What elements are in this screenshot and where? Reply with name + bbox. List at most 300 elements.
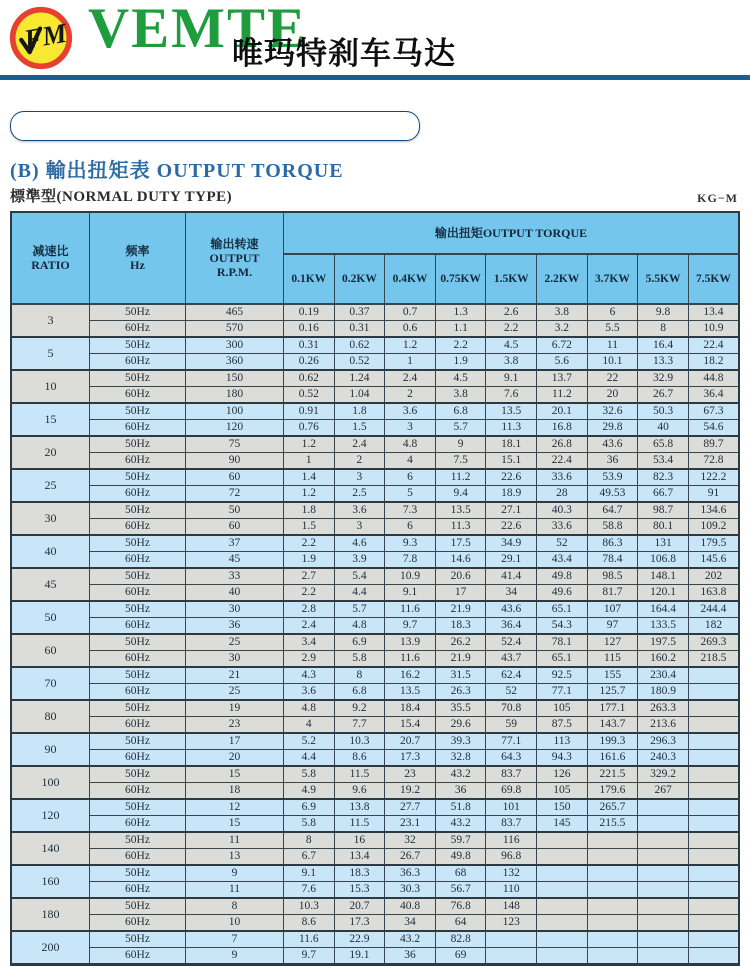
torque-cell: 4.8 bbox=[385, 436, 436, 453]
torque-cell bbox=[638, 898, 689, 915]
torque-cell: 4 bbox=[385, 453, 436, 470]
rpm-cell: 360 bbox=[186, 354, 284, 371]
kw-column-header: 0.1KW bbox=[284, 254, 335, 304]
hz-column-header bbox=[90, 212, 186, 304]
torque-cell: 133.5 bbox=[638, 618, 689, 635]
torque-cell: 180.9 bbox=[638, 684, 689, 701]
hz-cell: 60Hz bbox=[90, 915, 186, 932]
torque-cell: 1 bbox=[385, 354, 436, 371]
torque-cell: 267 bbox=[638, 783, 689, 800]
page-header bbox=[0, 0, 750, 75]
torque-cell: 179.5 bbox=[688, 535, 739, 552]
torque-cell: 27.1 bbox=[486, 502, 537, 519]
torque-cell: 1.9 bbox=[284, 552, 335, 569]
torque-cell: 0.26 bbox=[284, 354, 335, 371]
hz-cell: 60Hz bbox=[90, 354, 186, 371]
torque-cell: 4.8 bbox=[334, 618, 385, 635]
torque-cell: 0.52 bbox=[284, 387, 335, 404]
table-row bbox=[11, 337, 739, 354]
rpm-cell: 19 bbox=[186, 700, 284, 717]
torque-cell: 2.9 bbox=[284, 651, 335, 668]
torque-cell bbox=[537, 865, 588, 882]
torque-cell: 34 bbox=[486, 585, 537, 602]
torque-cell: 98.7 bbox=[638, 502, 689, 519]
torque-cell: 1.8 bbox=[284, 502, 335, 519]
torque-cell: 8.6 bbox=[284, 915, 335, 932]
torque-cell: 8.6 bbox=[334, 750, 385, 767]
hz-cell: 60Hz bbox=[90, 882, 186, 899]
hz-cell: 60Hz bbox=[90, 783, 186, 800]
hz-cell: 50Hz bbox=[90, 337, 186, 354]
rpm-cell: 10 bbox=[186, 915, 284, 932]
ratio-cell: 120 bbox=[11, 799, 90, 832]
rpm-cell: 30 bbox=[186, 651, 284, 668]
torque-cell: 20.1 bbox=[537, 403, 588, 420]
hz-cell: 50Hz bbox=[90, 370, 186, 387]
torque-cell: 16.2 bbox=[385, 667, 436, 684]
torque-cell bbox=[537, 898, 588, 915]
torque-cell: 105 bbox=[537, 700, 588, 717]
ratio-cell: 90 bbox=[11, 733, 90, 766]
ratio-cell: 70 bbox=[11, 667, 90, 700]
torque-cell: 10.9 bbox=[385, 568, 436, 585]
rpm-cell: 570 bbox=[186, 321, 284, 338]
torque-cell: 32.6 bbox=[587, 403, 638, 420]
torque-cell: 53.9 bbox=[587, 469, 638, 486]
torque-cell: 4.9 bbox=[284, 783, 335, 800]
torque-cell: 72.8 bbox=[688, 453, 739, 470]
torque-cell: 148.1 bbox=[638, 568, 689, 585]
torque-cell bbox=[688, 667, 739, 684]
torque-cell: 240.3 bbox=[638, 750, 689, 767]
torque-cell: 5.8 bbox=[284, 816, 335, 833]
torque-cell: 54.6 bbox=[688, 420, 739, 437]
table-row bbox=[11, 684, 739, 701]
table-row bbox=[11, 882, 739, 899]
table-row bbox=[11, 717, 739, 734]
torque-cell: 64 bbox=[435, 915, 486, 932]
torque-cell bbox=[537, 931, 588, 948]
torque-cell: 9.7 bbox=[284, 948, 335, 965]
ratio-cell: 40 bbox=[11, 535, 90, 568]
table-row bbox=[11, 321, 739, 338]
hz-cell: 50Hz bbox=[90, 502, 186, 519]
torque-cell bbox=[638, 832, 689, 849]
torque-cell: 9.1 bbox=[486, 370, 537, 387]
section-subtitle: 標準型(NORMAL DUTY TYPE) bbox=[10, 189, 233, 205]
torque-cell: 1.5 bbox=[334, 420, 385, 437]
rpm-cell: 30 bbox=[186, 601, 284, 618]
torque-cell bbox=[688, 931, 739, 948]
table-row bbox=[11, 618, 739, 635]
hz-cell: 50Hz bbox=[90, 403, 186, 420]
ratio-cell: 5 bbox=[11, 337, 90, 370]
torque-cell: 97 bbox=[587, 618, 638, 635]
torque-cell: 18.4 bbox=[385, 700, 436, 717]
torque-cell: 15.4 bbox=[385, 717, 436, 734]
table-row bbox=[11, 403, 739, 420]
torque-cell: 6.7 bbox=[284, 849, 335, 866]
torque-cell: 4.8 bbox=[284, 700, 335, 717]
torque-cell: 20.7 bbox=[385, 733, 436, 750]
torque-cell: 6 bbox=[385, 519, 436, 536]
torque-cell: 1.1 bbox=[435, 321, 486, 338]
torque-cell: 8 bbox=[284, 832, 335, 849]
section-title: (B) 輸出扭矩表 OUTPUT TORQUE bbox=[10, 160, 344, 182]
torque-cell: 230.4 bbox=[638, 667, 689, 684]
torque-cell: 2.2 bbox=[284, 535, 335, 552]
torque-cell: 134.6 bbox=[688, 502, 739, 519]
torque-cell: 18.1 bbox=[486, 436, 537, 453]
torque-cell: 50.3 bbox=[638, 403, 689, 420]
torque-cell: 9.6 bbox=[334, 783, 385, 800]
hz-cell: 60Hz bbox=[90, 519, 186, 536]
torque-cell: 13.4 bbox=[334, 849, 385, 866]
torque-cell: 125.7 bbox=[587, 684, 638, 701]
rpm-header-en2: R.P.M. bbox=[216, 265, 253, 279]
kw-column-header: 5.5KW bbox=[638, 254, 689, 304]
table-row bbox=[11, 849, 739, 866]
torque-cell: 1.5 bbox=[284, 519, 335, 536]
table-row bbox=[11, 436, 739, 453]
rpm-cell: 13 bbox=[186, 849, 284, 866]
hz-cell: 60Hz bbox=[90, 717, 186, 734]
torque-cell: 36 bbox=[587, 453, 638, 470]
torque-cell: 0.6 bbox=[385, 321, 436, 338]
torque-cell: 113 bbox=[537, 733, 588, 750]
torque-cell: 3.8 bbox=[435, 387, 486, 404]
torque-cell: 36.4 bbox=[688, 387, 739, 404]
torque-cell: 13.7 bbox=[537, 370, 588, 387]
torque-cell: 43.6 bbox=[486, 601, 537, 618]
torque-cell: 26.2 bbox=[435, 634, 486, 651]
torque-cell bbox=[688, 948, 739, 965]
table-row bbox=[11, 469, 739, 486]
torque-cell: 182 bbox=[688, 618, 739, 635]
torque-cell: 86.3 bbox=[587, 535, 638, 552]
torque-cell: 82.8 bbox=[435, 931, 486, 948]
torque-cell: 40.3 bbox=[537, 502, 588, 519]
torque-cell: 20.6 bbox=[435, 568, 486, 585]
rpm-cell: 33 bbox=[186, 568, 284, 585]
rpm-column-header bbox=[186, 212, 284, 304]
rpm-cell: 100 bbox=[186, 403, 284, 420]
torque-cell: 17.5 bbox=[435, 535, 486, 552]
hz-cell: 50Hz bbox=[90, 799, 186, 816]
torque-cell: 127 bbox=[587, 634, 638, 651]
rpm-cell: 18 bbox=[186, 783, 284, 800]
torque-cell: 36.4 bbox=[486, 618, 537, 635]
hz-header-cn: 频率 bbox=[125, 244, 150, 258]
table-row bbox=[11, 354, 739, 371]
torque-cell: 69 bbox=[435, 948, 486, 965]
hz-cell: 50Hz bbox=[90, 667, 186, 684]
torque-cell: 199.3 bbox=[587, 733, 638, 750]
torque-cell: 2 bbox=[385, 387, 436, 404]
torque-cell: 26.7 bbox=[385, 849, 436, 866]
rpm-header-en1: OUTPUT bbox=[209, 251, 260, 265]
torque-cell: 123 bbox=[486, 915, 537, 932]
torque-cell: 6.8 bbox=[435, 403, 486, 420]
torque-cell: 6.9 bbox=[334, 634, 385, 651]
kw-column-header: 1.5KW bbox=[486, 254, 537, 304]
torque-cell: 44.8 bbox=[688, 370, 739, 387]
torque-cell: 13.3 bbox=[638, 354, 689, 371]
ratio-cell: 10 bbox=[11, 370, 90, 403]
torque-cell: 76.8 bbox=[435, 898, 486, 915]
torque-cell: 2.8 bbox=[284, 601, 335, 618]
torque-cell bbox=[587, 931, 638, 948]
torque-cell: 83.7 bbox=[486, 816, 537, 833]
torque-cell: 0.52 bbox=[334, 354, 385, 371]
ratio-header-cn: 减速比 bbox=[32, 244, 69, 258]
torque-cell: 145 bbox=[537, 816, 588, 833]
torque-cell: 2.4 bbox=[385, 370, 436, 387]
rpm-cell: 11 bbox=[186, 882, 284, 899]
torque-cell bbox=[688, 700, 739, 717]
torque-cell: 77.1 bbox=[486, 733, 537, 750]
torque-cell: 43.2 bbox=[385, 931, 436, 948]
torque-cell: 4.4 bbox=[284, 750, 335, 767]
torque-cell: 33.6 bbox=[537, 519, 588, 536]
rpm-cell: 25 bbox=[186, 634, 284, 651]
torque-cell: 19.2 bbox=[385, 783, 436, 800]
table-row bbox=[11, 519, 739, 536]
torque-cell: 1.2 bbox=[284, 486, 335, 503]
ratio-cell: 3 bbox=[11, 304, 90, 337]
hz-cell: 50Hz bbox=[90, 766, 186, 783]
torque-cell: 107 bbox=[587, 601, 638, 618]
torque-cell: 215.5 bbox=[587, 816, 638, 833]
torque-cell: 145.6 bbox=[688, 552, 739, 569]
torque-cell: 5.2 bbox=[284, 733, 335, 750]
torque-cell: 122.2 bbox=[688, 469, 739, 486]
torque-cell: 98.5 bbox=[587, 568, 638, 585]
torque-cell bbox=[587, 849, 638, 866]
ratio-cell: 160 bbox=[11, 865, 90, 898]
torque-cell: 11.3 bbox=[435, 519, 486, 536]
torque-cell: 10.9 bbox=[688, 321, 739, 338]
torque-cell: 3.4 bbox=[284, 634, 335, 651]
banner-label-en: TECHNICAL DATA bbox=[151, 115, 368, 136]
torque-cell: 5.8 bbox=[334, 651, 385, 668]
table-row bbox=[11, 552, 739, 569]
table-row bbox=[11, 370, 739, 387]
hz-cell: 60Hz bbox=[90, 816, 186, 833]
torque-cell: 109.2 bbox=[688, 519, 739, 536]
rpm-cell: 75 bbox=[186, 436, 284, 453]
ratio-cell: 180 bbox=[11, 898, 90, 931]
torque-cell: 4.3 bbox=[284, 667, 335, 684]
rpm-cell: 17 bbox=[186, 733, 284, 750]
torque-cell: 96.8 bbox=[486, 849, 537, 866]
banner-label-cn: 技術資料 bbox=[49, 117, 129, 137]
torque-cell: 7.3 bbox=[385, 502, 436, 519]
hz-header-en: Hz bbox=[130, 258, 145, 272]
torque-cell: 329.2 bbox=[638, 766, 689, 783]
table-row bbox=[11, 634, 739, 651]
torque-cell: 5.4 bbox=[334, 568, 385, 585]
torque-cell: 101 bbox=[486, 799, 537, 816]
rpm-cell: 72 bbox=[186, 486, 284, 503]
torque-cell: 30.3 bbox=[385, 882, 436, 899]
torque-cell bbox=[587, 948, 638, 965]
hz-cell: 50Hz bbox=[90, 931, 186, 948]
torque-cell: 7.6 bbox=[284, 882, 335, 899]
torque-cell: 10.3 bbox=[284, 898, 335, 915]
torque-cell: 11.6 bbox=[385, 651, 436, 668]
torque-cell: 18.2 bbox=[688, 354, 739, 371]
table-row bbox=[11, 948, 739, 965]
torque-cell: 221.5 bbox=[587, 766, 638, 783]
torque-cell: 82.3 bbox=[638, 469, 689, 486]
torque-cell bbox=[688, 915, 739, 932]
torque-cell: 68 bbox=[435, 865, 486, 882]
torque-cell: 5.7 bbox=[435, 420, 486, 437]
torque-cell: 11.5 bbox=[334, 766, 385, 783]
torque-cell bbox=[638, 849, 689, 866]
hz-cell: 60Hz bbox=[90, 420, 186, 437]
ratio-cell: 60 bbox=[11, 634, 90, 667]
torque-cell: 11.5 bbox=[334, 816, 385, 833]
torque-cell: 5.7 bbox=[334, 601, 385, 618]
torque-cell: 6.8 bbox=[334, 684, 385, 701]
torque-cell: 2.2 bbox=[486, 321, 537, 338]
torque-cell: 13.9 bbox=[385, 634, 436, 651]
torque-cell: 14.6 bbox=[435, 552, 486, 569]
torque-cell: 78.4 bbox=[587, 552, 638, 569]
torque-cell: 179.6 bbox=[587, 783, 638, 800]
torque-cell bbox=[688, 799, 739, 816]
torque-cell: 81.7 bbox=[587, 585, 638, 602]
torque-cell: 64.7 bbox=[587, 502, 638, 519]
torque-cell bbox=[537, 832, 588, 849]
torque-cell: 110 bbox=[486, 882, 537, 899]
technical-data-banner bbox=[10, 111, 420, 141]
torque-cell: 18.3 bbox=[334, 865, 385, 882]
torque-cell: 161.6 bbox=[587, 750, 638, 767]
torque-cell bbox=[638, 865, 689, 882]
torque-cell bbox=[587, 865, 638, 882]
torque-cell: 92.5 bbox=[537, 667, 588, 684]
torque-cell: 10.3 bbox=[334, 733, 385, 750]
torque-cell: 35.5 bbox=[435, 700, 486, 717]
rpm-cell: 9 bbox=[186, 865, 284, 882]
torque-cell: 105 bbox=[537, 783, 588, 800]
torque-cell: 269.3 bbox=[688, 634, 739, 651]
torque-cell: 36.3 bbox=[385, 865, 436, 882]
ratio-column-header bbox=[11, 212, 90, 304]
rpm-cell: 465 bbox=[186, 304, 284, 321]
torque-cell: 3.6 bbox=[385, 403, 436, 420]
torque-cell: 115 bbox=[587, 651, 638, 668]
torque-cell: 22 bbox=[587, 370, 638, 387]
torque-cell bbox=[688, 750, 739, 767]
torque-cell: 91 bbox=[688, 486, 739, 503]
torque-cell bbox=[688, 849, 739, 866]
torque-cell: 49.6 bbox=[537, 585, 588, 602]
ratio-cell: 100 bbox=[11, 766, 90, 799]
torque-cell: 4.4 bbox=[334, 585, 385, 602]
kw-column-header: 0.75KW bbox=[435, 254, 486, 304]
hz-cell: 60Hz bbox=[90, 585, 186, 602]
hz-cell: 60Hz bbox=[90, 684, 186, 701]
hz-cell: 50Hz bbox=[90, 634, 186, 651]
torque-cell: 5.5 bbox=[587, 321, 638, 338]
torque-cell: 39.3 bbox=[435, 733, 486, 750]
torque-cell bbox=[486, 931, 537, 948]
torque-cell: 11.6 bbox=[385, 601, 436, 618]
kw-column-header: 2.2KW bbox=[537, 254, 588, 304]
torque-cell bbox=[688, 766, 739, 783]
torque-cell: 31.5 bbox=[435, 667, 486, 684]
torque-cell: 4 bbox=[284, 717, 335, 734]
table-row bbox=[11, 535, 739, 552]
table-row bbox=[11, 783, 739, 800]
torque-cell: 2.4 bbox=[284, 618, 335, 635]
table-row bbox=[11, 700, 739, 717]
rpm-cell: 60 bbox=[186, 469, 284, 486]
torque-cell: 244.4 bbox=[688, 601, 739, 618]
torque-cell: 3.6 bbox=[284, 684, 335, 701]
torque-cell: 22.6 bbox=[486, 469, 537, 486]
torque-cell: 3 bbox=[334, 519, 385, 536]
torque-cell: 65.1 bbox=[537, 651, 588, 668]
torque-cell: 52 bbox=[486, 684, 537, 701]
rpm-cell: 40 bbox=[186, 585, 284, 602]
table-row bbox=[11, 816, 739, 833]
torque-cell: 0.31 bbox=[334, 321, 385, 338]
torque-cell bbox=[587, 915, 638, 932]
rpm-cell: 36 bbox=[186, 618, 284, 635]
torque-cell bbox=[587, 898, 638, 915]
hz-cell: 60Hz bbox=[90, 948, 186, 965]
torque-cell: 7.6 bbox=[486, 387, 537, 404]
rpm-cell: 20 bbox=[186, 750, 284, 767]
torque-cell: 2 bbox=[334, 453, 385, 470]
torque-cell: 49.8 bbox=[435, 849, 486, 866]
table-row bbox=[11, 601, 739, 618]
hz-cell: 50Hz bbox=[90, 865, 186, 882]
rpm-cell: 45 bbox=[186, 552, 284, 569]
torque-cell: 59 bbox=[486, 717, 537, 734]
torque-cell: 64.3 bbox=[486, 750, 537, 767]
hz-cell: 50Hz bbox=[90, 436, 186, 453]
rpm-cell: 15 bbox=[186, 816, 284, 833]
torque-cell: 5 bbox=[385, 486, 436, 503]
torque-cell: 11.2 bbox=[435, 469, 486, 486]
ratio-cell: 80 bbox=[11, 700, 90, 733]
torque-cell: 11.3 bbox=[486, 420, 537, 437]
torque-cell: 49.53 bbox=[587, 486, 638, 503]
torque-cell bbox=[688, 882, 739, 899]
torque-cell: 6 bbox=[385, 469, 436, 486]
rpm-cell: 12 bbox=[186, 799, 284, 816]
torque-cell: 43.4 bbox=[537, 552, 588, 569]
hz-cell: 50Hz bbox=[90, 832, 186, 849]
hz-cell: 60Hz bbox=[90, 552, 186, 569]
torque-cell: 0.76 bbox=[284, 420, 335, 437]
torque-cell: 3.8 bbox=[537, 304, 588, 321]
torque-cell: 94.3 bbox=[537, 750, 588, 767]
torque-cell: 21.9 bbox=[435, 651, 486, 668]
table-row bbox=[11, 898, 739, 915]
torque-cell: 9.2 bbox=[334, 700, 385, 717]
hz-cell: 60Hz bbox=[90, 651, 186, 668]
logo-monogram: FM bbox=[21, 17, 69, 55]
torque-cell bbox=[486, 948, 537, 965]
torque-cell: 3 bbox=[385, 420, 436, 437]
